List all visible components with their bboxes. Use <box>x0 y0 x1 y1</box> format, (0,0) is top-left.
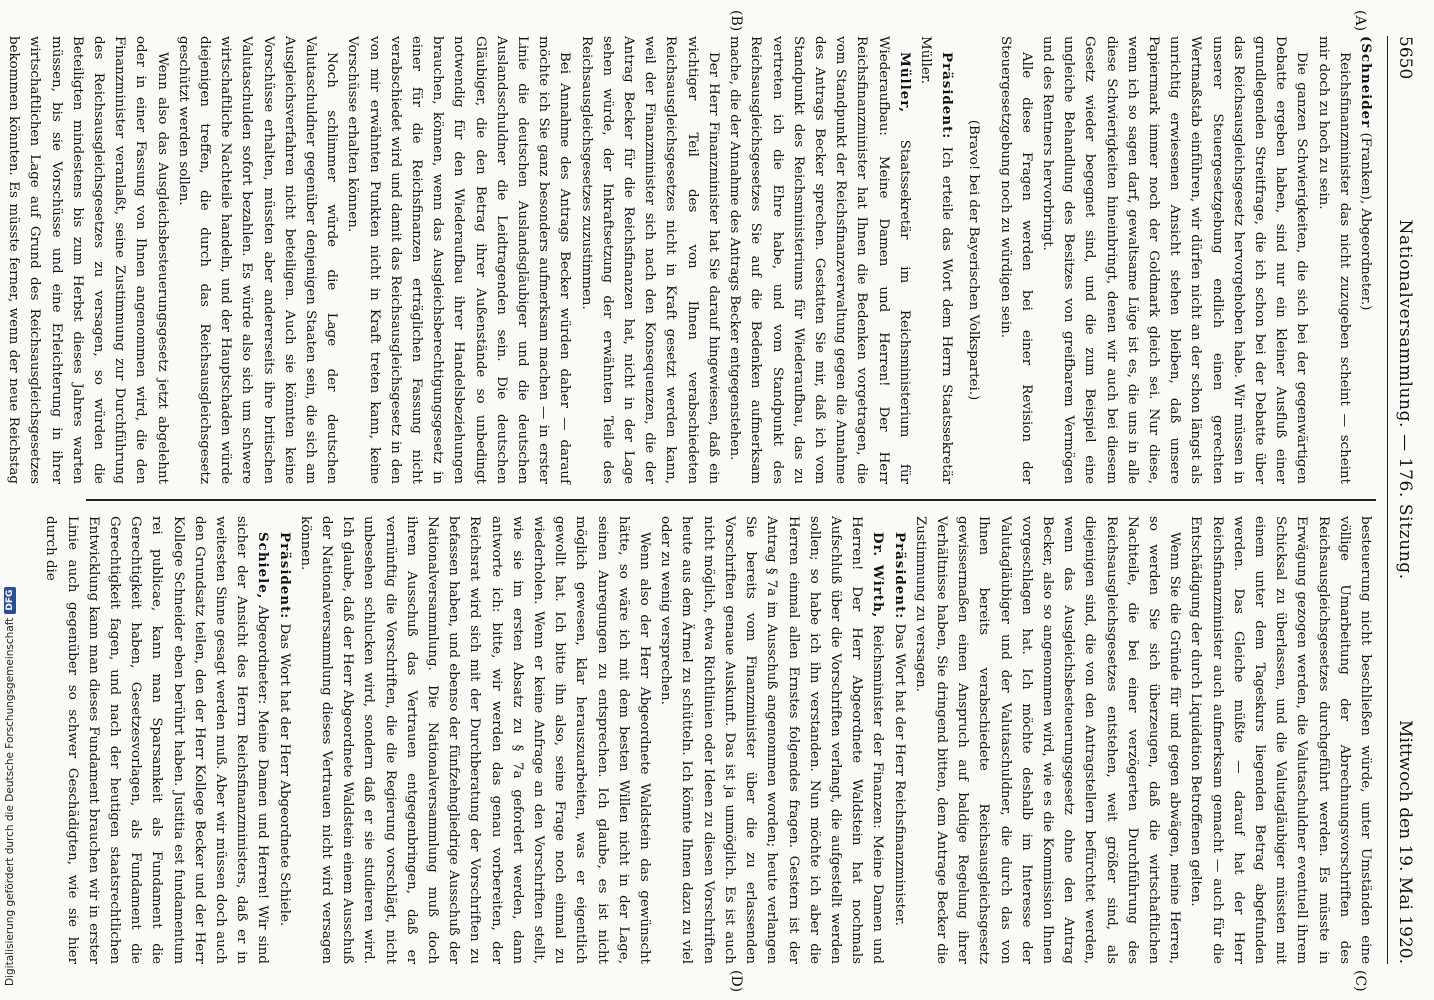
speaker-name: (Schneider <box>1358 36 1374 129</box>
paragraph: Die ganzen Schwierigkeiten, die sich bei der gegenwärtigen Debatte ergeben haben, sind nur ein kleiner Ausfluß einer grundlegenden Streitfrage, die ich schon bei der Debatte über das Reichsausgleichsgesetz hervorgehoben habe. Wir müssen in unserer Steuergesetzgebung endlich einen gerechten Wertmaßstab einführen, wir dürfen nicht an der schon längst als unrichtig erwiesenen Ansicht stehen bleiben, daß unsere Papiermark immer noch der Goldmark gleich sei. Nur diese, wenn ich so sagen darf, gewaltsame Lüge ist es, die uns in alle diese Schwierigkeiten hineinbringt, denen wir auch bei diesem Gesetz wieder begegnet sind, und die zum Beispiel eine ungleiche Behandlung des Besitzes von greifbarem Vermögen und des Rentners hervorbringt. <box>1039 36 1310 484</box>
speech-text: Ich erteile das Wort dem Herrn Staatssekretär Müller. <box>917 36 955 484</box>
speaker-name: Präsident: <box>891 532 908 620</box>
speech-text: Reichsminister der Finanzen: Meine Damen und Herren! Der Herr Abgeordnete Waldstein hat nochmals Aufschluß über die Vorschriften verlangt, die aufgestellt werden sollen; so habe ich ihn verstanden. Nun möchte ich aber die Herren einmal allen Ernstes folgendes fragen. Gestern ist der Antrag § 7a im Ausschuß angenommen worden; heute verlangen Sie bereits vom Finanzminister über die zu erlassenden Vorschriften genaue Auskunft. Das ist ja unmöglich. Es ist auch nicht möglich, etwa Richtlinien oder Ideen zu diesen Vorschriften heute aus dem Ärmel zu schütteln. Ich könnte Ihnen dazu zu viel oder zu wenig versprechen. <box>658 516 886 964</box>
paragraph <box>40 516 273 964</box>
paragraph: Wenn also der Herr Abgeordnete Waldstein das gewünscht hätte, so wäre ich mit dem besten Willen nicht in der Lage, seinen Anregungen zu entsprechen. Ich glaube, es ist nicht möglich gewesen, klar herauszuarbeiten, was er eigentlich gewollt hat. Ich bitte ihn also, seine Frage noch einmal zu wiederholen. Wenn er keine Anfrage an den Vorschriften stellt, wie sie im ersten Absatz zu § 7a gefordert werden, dann antworte ich: bitte, wir werden das genau vorbereiten, der Reichsrat wird sich mit der Durchberatung der Vorschriften zu befassen haben, und ebenso der fünfzehngliedrige Ausschuß der Nationalversammlung. Die Nationalversammlung muß doch ihrem Ausschuß das Vertrauen entgegenbringen, daß er vernünftig die Vorschriften, die die Regierung vorschlägt, nicht unbesehen schlucken wird, sondern daß er sie studieren wird. Ich glaube, daß der Herr Abgeordnete Waldstein einem Ausschuß der Nationalversammlung dieses Vertrauen nicht wird versagen können. <box>297 516 653 964</box>
right-column <box>43 516 1376 964</box>
digitization-credit <box>4 0 16 986</box>
speech-text: Das Wort hat der Herr Reichsfinanzminister. <box>891 619 907 927</box>
margin-marker-a: (A) <box>1352 10 1368 32</box>
dfg-logo-icon: DFG <box>4 587 16 614</box>
paragraph <box>655 516 888 964</box>
margin-marker-d: (D) <box>728 970 744 993</box>
speech-text: Staatssekretär im Reichsministerium für Wiederaufbau: Meine Damen und Herren! Der Herr Reichsfinanzminister hat Ihnen die Bedenken vorgetragen, die vom Standpunkt der Reichsfinanzverwaltung gegen die Annahme des Antrags Becker sprechen. Gestatten Sie mir, daß ich vom Standpunkt des Reichsministeriums für Wiederaufbau, das zu vertreten ich die Ehre habe, und vom Standpunkt des Reichsausgleichsgesetzes Sie auf die Bedenken aufmerksam mache, die der Annahme des Antrags Becker entgegenstehen. <box>727 36 912 484</box>
credit-text: Digitalisierung gefördert durch die Deutsche Forschungsgemeinschaft <box>4 617 16 986</box>
page-header <box>1387 36 1422 964</box>
paragraph <box>273 516 294 964</box>
paragraph: Wenn Sie die Gründe für und gegen abwägen, meine Herren, so werden Sie sich überzeugen, daß die wirtschaftlichen Nachteile, die bei einer verzögerten Durchführung des Reichsausgleichsgesetzes entstehen, weit größer sind, als diejenigen sind, die von den Antragstellern befürchtet werden, wenn das Ausgleichsbesteuerungsgesetz ohne den Antrag Becker, also so angenommen wird, wie es die Kommission Ihnen vorgeschlagen hat. Ich möchte deshalb im Interesse der Valutagläubiger und der Valutaschuldner, die durch das von Ihnen bereits verabschiedete Reichsausgleichsgesetz gewissermaßen einen Anspruch auf baldige Regelung ihrer Verhältnisse haben, Sie dringend bitten, dem Antrage Becker die Zustimmung zu versagen. <box>912 516 1183 964</box>
paragraph: Bei Annahme des Antrags Becker würden daher — darauf möchte ich Sie ganz besonders aufmerksam machen — in erster Linie die deutschen Auslandsgläubiger und die deutschen Auslandsschuldner die Leidtragenden sein. Die deutschen Gläubiger, die den Betrag ihrer Außenstände so unbedingt notwendig für den Wiederaufbau ihrer Handelsbeziehungen brauchen, können, wenn das Ausgleichsberechtigungsgesetz in einer für die Reichsfinanzen erträglichen Fassung nicht verabschiedet wird und damit das Reichsausgleichsgesetz in den von mir erwähnten Punkten nicht in Kraft treten kann, keine Vorschüsse erhalten können. <box>345 36 573 484</box>
speaker-name: Müller, <box>896 52 913 113</box>
paragraph: Noch schlimmer würde die Lage der deutschen Valutaschuldner gegenüber denjenigen Staaten sein, die sich am Ausgleichsverfahren nicht beteiligen. Auch sie könnten keine Vorschüsse erhalten, müssten aber andererseits ihre britischen Valutaschulden sofort bezahlen. Es würde also sich um schwere wirtschaftliche Nachteile handeln, und der Hauptschaden würde diejenigen treffen, die durch das Reichsausgleichsgesetz geschützt werden sollen. <box>175 36 340 484</box>
margin-marker-b: (B) <box>728 10 744 32</box>
speaker-name: Präsident: <box>939 52 956 140</box>
paragraph <box>724 36 915 484</box>
paragraph <box>1355 36 1376 484</box>
paragraph: Reichsfinanzminister das nicht zuzugeben scheint — scheint mir doch zu hoch zu sein. <box>1315 36 1352 484</box>
page-number: 5650 <box>1395 36 1415 80</box>
column-divider <box>86 499 1376 501</box>
margin-marker-c: (C) <box>1352 970 1368 992</box>
speaker-name: Präsident: <box>276 532 293 620</box>
speaker-name: Dr. Wirth, <box>870 532 887 619</box>
speech-text: Abgeordneter: Meine Damen und Herren! Wir sind sicher der Ansicht des Herrn Reichsfinanzministers, daß er in weitesten Sinne gesagt werden muß. Aber wir müssen doch auch den Grundsatz teilen, den der Herr Kollege Becker und der Herr Kollege Schneider eben berührt haben. Justitia est fundamentum rei publicae, kann man Sparsamkeit als Fundament die Gerechtigkeit haben, Gesetzesvorlagen, als Fundament die Gerechtigkeit fagen, und nach der heutigen staatsrechtlichen Entwicklung kann man dieses Fundament brauchen wir in erster Linie auch gegenüber so schwer Geschädigten, wie sie hier durch die <box>43 516 271 964</box>
paragraph: Der Herr Finanzminister hat Sie darauf hingewiesen, daß ein wichtiger Teil des von Ihnen verabschiedeten Reichsausgleichsgesetzes nicht in Kraft gesetzt werden kann, weil der Finanzminister sich nach den Konsequenzen, die der Antrag Becker für die Reichsfinanzen hat, nicht in der Lage sehen würde, der Inkraftsetzung der erwähnten Teile des Reichsausgleichsgesetzes zuzustimmen. <box>578 36 721 484</box>
speech-text: Das Wort hat der Herr Abgeordnete Schiele. <box>276 619 292 927</box>
left-column <box>6 36 1376 484</box>
interjection: (Bravo! bei der Bayerischen Volkspartei.) <box>966 119 982 401</box>
paragraph: besteuerung nicht beschließen würde, unter Umständen eine völlige Umarbeitung der Abrechnungsvorschriften des Reichsausgleichsgesetzes durchgeführt werden. Es müsste in Erwägung gezogen werden, die Valutaschuldner eventuell ihrem Schicksal zu überlassen, und die Valutagläubiger müssten mit einem unter dem Tageskurs liegenden Betrag abgefunden werden. Das Gleiche müßte — darauf hat der Herr Reichsfinanzminister auch aufmerksam gemacht — auch für die Entschädigung der durch Liquidation Betroffenen gelten. <box>1188 516 1373 964</box>
speaker-role: (Franken), Abgeordneter.) <box>1358 128 1373 311</box>
paragraph: Wenn also das Ausgleichsbesteuerungsgesetz jetzt abgelehnt oder in einer Fassung von Ihnen angenommen wird, die den Finanzminister veranlaßt, seine Zustimmung zur Durchführung des Reichsausgleichsgesetzes zu versagen, so würden die Beteiligten mindestens bis zum Herbst dieses Jahres warten müssen, bis sie Vorschüsse und eine Erleichterung in ihrer wirtschaftlichen Lage auf Grund des Reichsausgleichsgesetzes bekommen könnten. Es müsste ferner, wenn der neue Reichstag <box>6 36 170 484</box>
speaker-name: Schiele, <box>255 532 272 600</box>
session-title: Nationalversammlung. — 176. Sitzung. <box>1395 219 1415 580</box>
paragraph <box>915 36 957 484</box>
paragraph: Alle diese Fragen werden bei einer Revision der Steuergesetzgebung noch zu würdigen sein. <box>997 36 1034 484</box>
paragraph <box>888 516 909 964</box>
session-date: Mittwoch den 19. Mai 1920. <box>1395 720 1415 964</box>
